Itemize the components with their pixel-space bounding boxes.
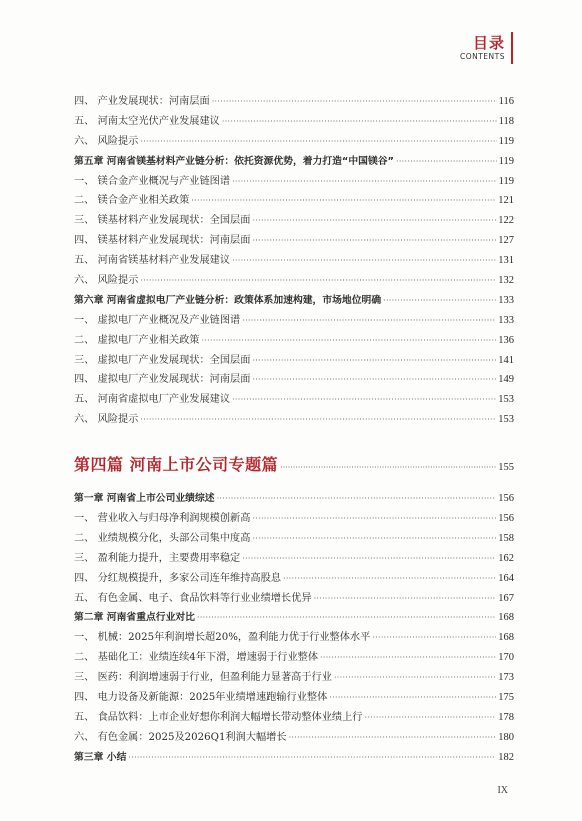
toc-leader-dots (252, 211, 496, 231)
toc-entry-page: 127 (498, 235, 514, 247)
toc-leader-dots (212, 92, 497, 112)
toc-entry-label: 六、 风险提示 (74, 414, 139, 426)
toc-entry-page: 175 (498, 692, 514, 704)
toc-leader-dots (191, 191, 496, 211)
toc-entry-page: 119 (498, 175, 514, 187)
toc-part-page: 155 (498, 462, 514, 474)
toc-entry-page: 121 (498, 195, 514, 207)
toc-leader-dots (396, 152, 497, 172)
toc-section-entry[interactable] (74, 231, 514, 251)
toc-leader-dots (232, 172, 497, 192)
toc-entry-label: 第一章 河南省上市公司业绩综述 (74, 493, 215, 505)
toc-entry-page: 116 (498, 96, 514, 107)
toc-entry-label: 六、 风险提示 (74, 135, 139, 147)
toc-leader-dots (289, 728, 497, 748)
toc-leader-dots (140, 132, 496, 152)
toc-section-entry[interactable] (74, 529, 514, 549)
toc-section-entry[interactable] (74, 390, 514, 410)
toc-entry-page: 118 (498, 115, 514, 127)
toc-entry-page: 153 (498, 414, 514, 426)
toc-entry-label: 三、 虚拟电厂产业发展现状：全国层面 (74, 354, 251, 366)
toc-entry-label: 第六章 河南省虚拟电厂产业链分析：政策体系加速构建，市场地位明确 (74, 294, 382, 306)
toc-entry-label: 四、 镁基材料产业发展现状：河南层面 (74, 235, 251, 247)
toc-entry-label: 四、 虚拟电厂产业发展现状：河南层面 (74, 374, 251, 386)
toc-entry-page: 149 (498, 374, 514, 386)
toc-entry-label: 五、 河南省镁基材料产业发展建议 (74, 255, 231, 267)
contents-header (460, 34, 505, 62)
toc-leader-dots (252, 370, 496, 390)
toc-entry-page: 164 (498, 572, 514, 584)
contents-title: 目录 (472, 34, 505, 52)
toc-entry-label: 第五章 河南省镁基材料产业链分析：依托资源优势，着力打造“中国镁谷” (74, 155, 394, 167)
toc-leader-dots (197, 608, 496, 628)
toc-leader-dots (365, 708, 497, 728)
toc-leader-dots (280, 450, 496, 486)
toc-leader-dots (232, 390, 496, 410)
toc-entry-page: 141 (498, 354, 514, 366)
toc-entry-page: 158 (498, 532, 514, 544)
toc-leader-dots (283, 569, 496, 589)
toc-entry-label: 一、 机械：2025年利润增长超20%，盈利能力优于行业整体水平 (74, 632, 371, 644)
toc-leader-dots (242, 311, 496, 331)
toc-section-entry[interactable] (74, 351, 514, 371)
toc-leader-dots (242, 549, 496, 569)
toc-section-entry[interactable] (74, 311, 514, 331)
toc-leader-dots (383, 291, 496, 311)
toc-leader-dots (222, 112, 497, 132)
toc-section-entry[interactable] (74, 331, 514, 351)
toc-section-entry[interactable] (74, 370, 514, 390)
toc-section-entry[interactable] (74, 211, 514, 231)
toc-entry-page: 119 (498, 155, 514, 167)
toc-entry-label: 第三章 小结 (74, 751, 127, 763)
toc-entry-page: 156 (498, 493, 514, 505)
toc-list-upper (74, 92, 514, 430)
toc-entry-page: 180 (498, 731, 514, 743)
toc-entry-label: 三、 盈利能力提升，主要费用率稳定 (74, 552, 241, 564)
toc-entry-label: 四、 电力设备及新能源：2025年业绩增速跑输行业整体 (74, 692, 328, 704)
toc-entry-label: 三、 医药：利润增速弱于行业，但盈利能力显著高于行业 (74, 672, 332, 684)
toc-list-lower (74, 489, 514, 767)
toc-section-entry[interactable] (74, 728, 514, 748)
toc-entry-label: 六、 风险提示 (74, 275, 139, 287)
toc-leader-dots (329, 688, 496, 708)
toc-section-entry[interactable] (74, 112, 514, 132)
toc-leader-dots (217, 489, 497, 509)
toc-entry-label: 一、 虚拟电厂产业概况及产业链图谱 (74, 314, 241, 326)
toc-section-entry[interactable] (74, 509, 514, 529)
toc-section-entry[interactable] (74, 410, 514, 430)
toc-entry-label: 一、 镁合金产业概况与产业链图谱 (74, 175, 231, 187)
toc-section-entry[interactable] (74, 191, 514, 211)
toc-leader-dots (232, 251, 496, 271)
toc-chapter-entry[interactable] (74, 748, 514, 768)
toc-section-entry[interactable] (74, 569, 514, 589)
toc-entry-page: 133 (498, 294, 514, 306)
toc-part-heading[interactable] (74, 447, 514, 483)
toc-entry-label: 五、 河南太空光伏产业发展建议 (74, 115, 220, 127)
toc-leader-dots (320, 648, 496, 668)
toc-entry-label: 四、 分红规模提升，多家公司连年维持高股息 (74, 572, 281, 584)
toc-leader-dots (128, 748, 496, 768)
toc-leader-dots (372, 628, 496, 648)
toc-leader-dots (314, 589, 497, 609)
toc-leader-dots (252, 231, 496, 251)
toc-entry-label: 四、 产业发展现状：河南层面 (74, 96, 210, 107)
toc-chapter-entry[interactable] (74, 489, 514, 509)
toc-section-entry[interactable] (74, 251, 514, 271)
contents-subtitle: CONTENTS (459, 52, 505, 61)
toc-entry-label: 二、 镁合金产业相关政策 (74, 195, 190, 207)
toc-leader-dots (252, 529, 496, 549)
toc-entry-page: 167 (498, 592, 514, 604)
toc-entry-page: 122 (498, 215, 514, 227)
toc-section-entry[interactable] (74, 668, 514, 688)
toc-chapter-entry[interactable] (74, 291, 514, 311)
toc-entry-page: 170 (498, 652, 514, 664)
toc-leader-dots (140, 410, 496, 430)
toc-section-entry[interactable] (74, 172, 514, 192)
toc-entry-page: 162 (498, 552, 514, 564)
toc-section-entry[interactable] (74, 589, 514, 609)
toc-section-entry[interactable] (74, 549, 514, 569)
toc-entry-page: 178 (498, 711, 514, 723)
toc-entry-page: 119 (498, 135, 514, 147)
toc-entry-label: 二、 业绩规模分化，头部公司集中度高 (74, 532, 251, 544)
toc-entry-label: 第二章 河南省重点行业对比 (74, 612, 195, 624)
table-of-contents (74, 92, 514, 768)
toc-entry-page: 153 (498, 394, 514, 406)
toc-section-entry[interactable] (74, 648, 514, 668)
toc-entry-page: 168 (498, 612, 514, 624)
toc-entry-label: 二、 基础化工：业绩连续4年下滑，增速弱于行业整体 (74, 652, 319, 664)
toc-entry-label: 五、 食品饮料：上市企业好想你利润大幅增长带动整体业绩上行 (74, 711, 363, 723)
toc-section-entry[interactable] (74, 132, 514, 152)
toc-chapter-entry[interactable] (74, 608, 514, 628)
page-number: IX (497, 785, 508, 796)
toc-entry-page: 132 (498, 275, 514, 287)
toc-leader-dots (252, 351, 496, 371)
toc-leader-dots (252, 509, 496, 529)
toc-chapter-entry[interactable] (74, 152, 514, 172)
toc-section-entry[interactable] (74, 628, 514, 648)
toc-entry-label: 六、 有色金属：2025及2026Q1利润大幅增长 (74, 731, 287, 743)
toc-section-entry[interactable] (74, 708, 514, 728)
toc-entry-label: 五、 有色金属、电子、食品饮料等行业业绩增长优异 (74, 592, 312, 604)
toc-entry-page: 156 (498, 513, 514, 525)
toc-part-label: 第四篇 河南上市公司专题篇 (74, 455, 279, 475)
toc-entry-page: 136 (498, 334, 514, 346)
toc-leader-dots (202, 331, 497, 351)
toc-entry-page: 173 (498, 672, 514, 684)
toc-section-entry[interactable] (74, 271, 514, 291)
toc-section-entry[interactable] (74, 688, 514, 708)
toc-entry-label: 五、 河南省虚拟电厂产业发展建议 (74, 394, 231, 406)
toc-entry-page: 131 (498, 255, 514, 267)
toc-entry-label: 二、 虚拟电厂产业相关政策 (74, 334, 200, 346)
toc-entry-page: 182 (498, 751, 514, 763)
toc-leader-dots (140, 271, 496, 291)
toc-entry-page: 168 (498, 632, 514, 644)
toc-entry-label: 三、 镁基材料产业发展现状：全国层面 (74, 215, 251, 227)
toc-leader-dots (334, 668, 496, 688)
toc-section-entry[interactable] (74, 92, 514, 112)
header-accent-bar (511, 32, 513, 64)
toc-entry-page: 133 (498, 314, 514, 326)
toc-entry-label: 一、 营业收入与归母净利润规模创新高 (74, 513, 251, 525)
